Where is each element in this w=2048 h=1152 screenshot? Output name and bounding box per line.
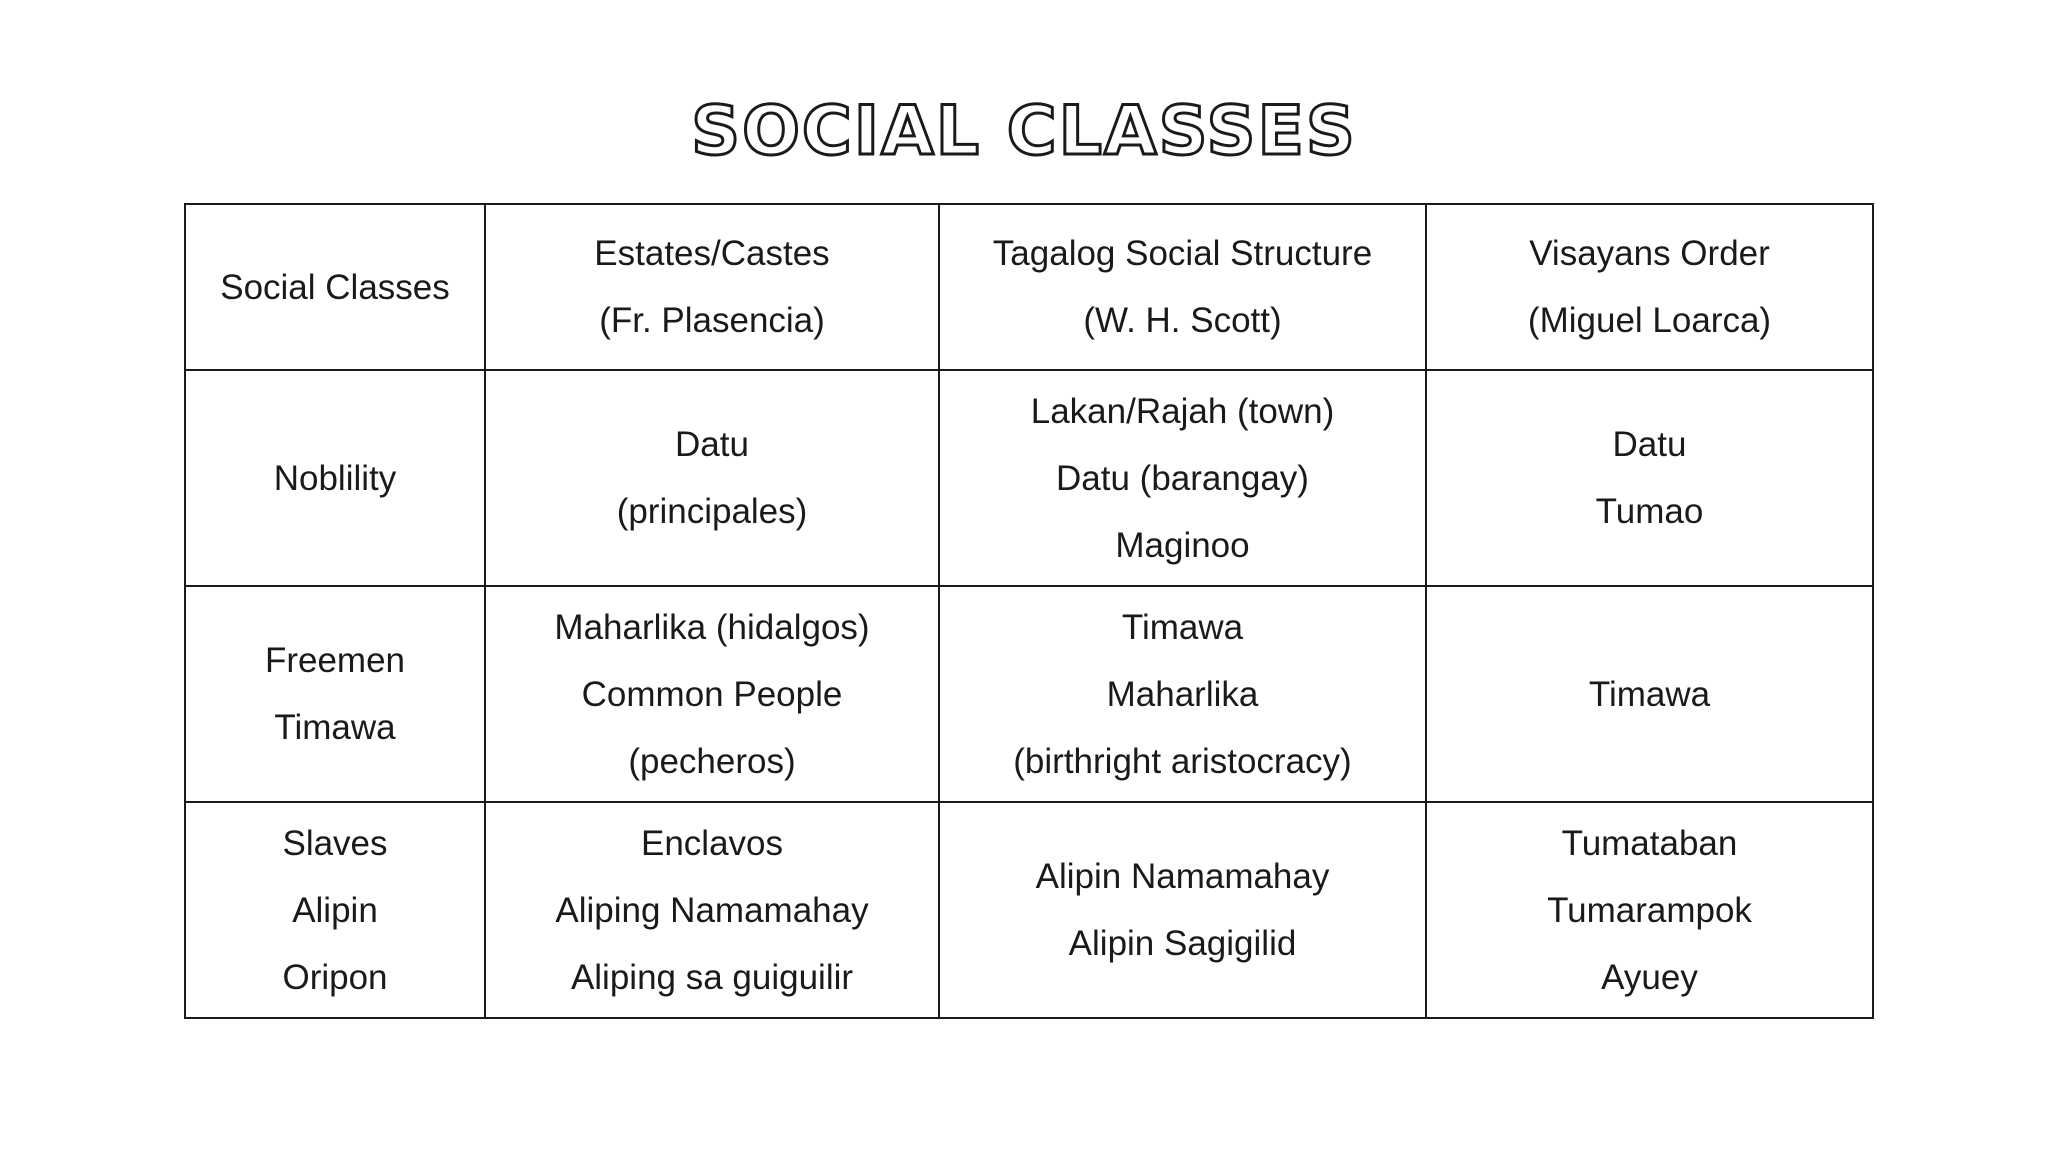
table-cell	[939, 802, 1426, 1018]
table-cell	[939, 586, 1426, 802]
table-cell	[1426, 802, 1873, 1018]
table-cell	[485, 370, 939, 586]
column-header-cell	[185, 204, 485, 370]
cell-text-line: Social Classes	[220, 267, 450, 307]
cell-text-line: Maharlika	[1106, 674, 1259, 714]
page-title: SOCIAL CLASSES	[691, 92, 1357, 171]
column-header-cell	[939, 204, 1426, 370]
cell-text-line: Datu	[675, 425, 749, 464]
cell-text-line: Tumarampok	[1547, 890, 1752, 930]
cell-text-line: Enclavos	[640, 823, 784, 863]
cell-text-line: Oripon	[282, 957, 388, 997]
cell-text-line: (Miguel Loarca)	[1527, 301, 1772, 340]
column-header-cell	[485, 204, 939, 370]
table-header-row	[185, 204, 1873, 370]
table-cell	[185, 370, 485, 586]
cell-text-line: Estates/Castes	[594, 234, 830, 273]
cell-text-line: Freemen	[264, 641, 406, 680]
cell-text-line: Timawa	[1121, 607, 1244, 647]
table-cell	[185, 802, 485, 1018]
table-cell	[1426, 370, 1873, 586]
table-body	[185, 204, 1873, 1018]
table-cell	[485, 802, 939, 1018]
cell-text-line: Tumao	[1595, 492, 1704, 531]
table-cell	[485, 586, 939, 802]
cell-text-line: Maharlika (hidalgos)	[554, 607, 870, 647]
cell-text-line: (principales)	[616, 492, 808, 531]
cell-text-line: Noblility	[273, 458, 397, 498]
cell-text-line: Datu (barangay)	[1056, 458, 1309, 498]
table-cell	[185, 586, 485, 802]
cell-text-line: (pecheros)	[628, 741, 796, 781]
cell-text-line: Visayans Order	[1529, 234, 1770, 273]
cell-text-line: Maginoo	[1115, 525, 1250, 565]
cell-text-line: Tagalog Social Structure	[992, 234, 1373, 273]
table-row	[185, 586, 1873, 802]
cell-text-line: Lakan/Rajah (town)	[1030, 391, 1335, 431]
table-cell	[1426, 586, 1873, 802]
cell-text-line: Alipin Sagigilid	[1068, 924, 1297, 963]
cell-text-line: Ayuey	[1601, 957, 1698, 997]
table-row	[185, 802, 1873, 1018]
cell-text-line: Slaves	[282, 823, 388, 863]
cell-text-line: (birthright aristocracy)	[1013, 741, 1352, 781]
cell-text-line: Tumataban	[1561, 823, 1738, 863]
column-header-cell	[1426, 204, 1873, 370]
cell-text-line: (W. H. Scott)	[1083, 301, 1282, 340]
table-cell	[939, 370, 1426, 586]
cell-text-line: (Fr. Plasencia)	[599, 301, 825, 340]
cell-text-line: Alipin Namamahay	[1035, 857, 1330, 896]
cell-text-line: Aliping Namamahay	[555, 890, 869, 930]
cell-text-line: Common People	[581, 674, 843, 714]
cell-text-line: Aliping sa guiguilir	[570, 957, 854, 997]
cell-text-line: Timawa	[1588, 674, 1711, 714]
table-row	[185, 370, 1873, 586]
cell-text-line: Datu	[1612, 425, 1687, 464]
cell-text-line: Timawa	[274, 708, 396, 747]
cell-text-line: Alipin	[292, 890, 378, 930]
social-classes-table	[184, 203, 1874, 1019]
